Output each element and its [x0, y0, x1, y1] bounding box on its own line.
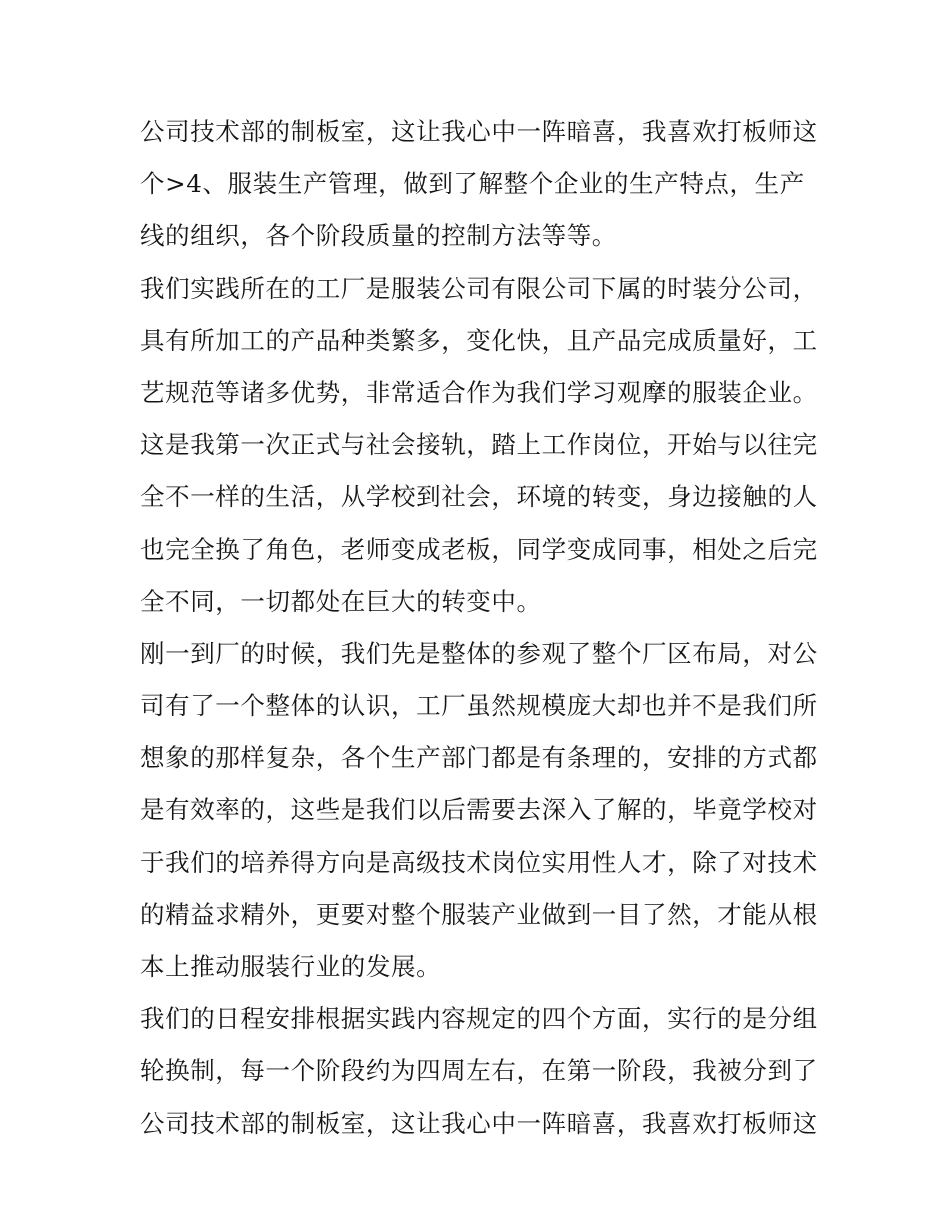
text-line: 公司技术部的制板室，这让我心中一阵暗喜，我喜欢打板师这: [140, 1108, 818, 1138]
text-line: 司有了一个整体的认识，工厂虽然规模庞大却也并不是我们所: [140, 691, 818, 721]
text-line: 艺规范等诸多优势，非常适合作为我们学习观摩的服装企业。: [140, 377, 818, 407]
text-line: 全不一样的生活，从学校到社会，环境的转变，身边接触的人: [140, 482, 818, 512]
text-line: 于我们的培养得方向是高级技术岗位实用性人才，除了对技术: [140, 847, 818, 877]
text-line: 我们实践所在的工厂是服装公司有限公司下属的时装分公司，: [140, 273, 818, 303]
text-line: 这是我第一次正式与社会接轨，踏上工作岗位，开始与以往完: [140, 430, 818, 460]
text-line: 也完全换了角色，老师变成老板，同学变成同事，相处之后完: [140, 534, 818, 564]
text-line: 想象的那样复杂，各个生产部门都是有条理的，安排的方式都: [140, 743, 818, 773]
document-body: [140, 106, 820, 1150]
text-line: 具有所加工的产品种类繁多，变化快，且产品完成质量好，工: [140, 325, 818, 355]
text-line: 全不同，一切都处在巨大的转变中。: [140, 586, 542, 616]
text-line: 本上推动服装行业的发展。: [140, 952, 442, 981]
text-line: 是有效率的，这些是我们以后需要去深入了解的，毕竟学校对: [140, 795, 818, 825]
text-line: 我们的日程安排根据实践内容规定的四个方面，实行的是分组: [140, 1004, 818, 1034]
text-line: 的精益求精外，更要对整个服装产业做到一目了然，才能从根: [140, 899, 818, 929]
text-line: 轮换制，每一个阶段约为四周左右，在第一阶段，我被分到了: [140, 1056, 818, 1086]
text-line: 个>4、服装生产管理，做到了解整个企业的生产特点，生产: [140, 169, 805, 199]
text-line: 线的组织，各个阶段质量的控制方法等等。: [140, 221, 617, 251]
text-line: 刚一到厂的时候，我们先是整体的参观了整个厂区布局，对公: [140, 638, 818, 668]
text-line: 公司技术部的制板室，这让我心中一阵暗喜，我喜欢打板师这: [140, 117, 818, 146]
